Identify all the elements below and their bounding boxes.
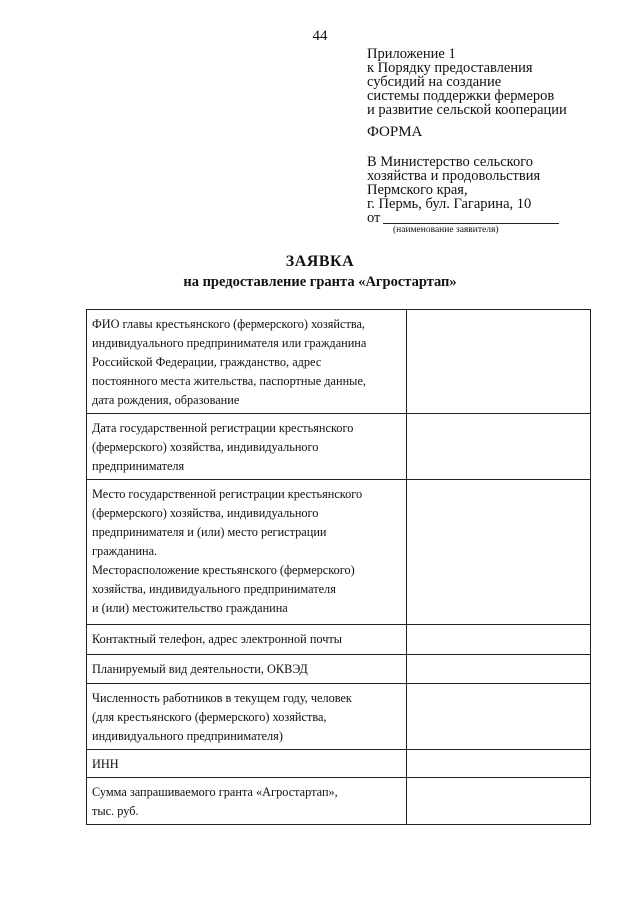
field-value-cell[interactable] (407, 625, 591, 655)
table-row (87, 778, 591, 825)
field-label-line: Сумма запрашиваемого гранта «Агростартап», (92, 785, 338, 799)
field-label-line: Месторасположение крестьянского (фермерского) (92, 563, 355, 577)
field-label-line: Место государственной регистрации крестьянского (92, 487, 363, 501)
field-label-line: Российской Федерации, гражданство, адрес (92, 355, 322, 369)
field-label-line: дата рождения, образование (92, 393, 240, 407)
recipient-line: хозяйства и продовольствия (367, 168, 541, 184)
field-label-line: Численность работников в текущем году, человек (92, 691, 352, 705)
recipient-line: г. Пермь, бул. Гагарина, 10 (367, 196, 532, 212)
table-row (87, 655, 591, 684)
field-label-cell (87, 414, 407, 480)
field-label-cell (87, 778, 407, 825)
application-form-table (86, 309, 591, 825)
table-row (87, 414, 591, 480)
recipient-block (367, 155, 540, 211)
field-label-cell (87, 684, 407, 750)
table-row (87, 310, 591, 414)
field-label-line: (фермерского) хозяйства, индивидуального (92, 440, 319, 454)
field-label-line: Контактный телефон, адрес электронной почты (92, 632, 343, 646)
field-label-cell (87, 480, 407, 625)
appendix-line: системы поддержки фермеров (367, 88, 555, 104)
appendix-block (367, 47, 567, 117)
field-label-line: индивидуального предпринимателя) (92, 729, 283, 743)
appendix-line: субсидий на создание (367, 74, 502, 90)
field-label-line: и (или) местожительство гражданина (92, 601, 288, 615)
recipient-line: Пермского края, (367, 182, 468, 198)
field-value-cell[interactable] (407, 684, 591, 750)
field-value-cell[interactable] (407, 414, 591, 480)
field-label-cell (87, 655, 407, 684)
field-label-line: Планируемый вид деятельности, ОКВЭД (92, 662, 308, 676)
field-value-cell[interactable] (407, 750, 591, 778)
field-label-line: гражданина. (92, 544, 158, 558)
appendix-line: Приложение 1 (367, 46, 456, 62)
field-label-cell (87, 750, 407, 778)
field-label-cell (87, 625, 407, 655)
field-label-line: предпринимателя (92, 459, 185, 473)
field-label-cell (87, 310, 407, 414)
field-label-line: тыс. руб. (92, 804, 139, 818)
applicant-name-field[interactable] (383, 223, 559, 224)
document-title: ЗАЯВКА (285, 253, 355, 270)
appendix-line: и развитие сельской кооперации (367, 102, 567, 118)
field-label-line: индивидуального предпринимателя или гражданина (92, 336, 367, 350)
field-label-line: (фермерского) хозяйства, индивидуального (92, 506, 319, 520)
field-label-line: предпринимателя и (или) место регистрации (92, 525, 327, 539)
document-subtitle: на предоставление гранта «Агростартап» (183, 274, 457, 290)
table-row (87, 625, 591, 655)
field-value-cell[interactable] (407, 310, 591, 414)
field-value-cell[interactable] (407, 778, 591, 825)
table-row (87, 750, 591, 778)
field-label-line: ИНН (92, 757, 119, 771)
form-label: ФОРМА (367, 124, 423, 140)
table-row (87, 480, 591, 625)
applicant-hint: (наименование заявителя) (393, 225, 499, 235)
field-label-line: Дата государственной регистрации крестьянского (92, 421, 354, 435)
field-value-cell[interactable] (407, 480, 591, 625)
table-row (87, 684, 591, 750)
appendix-line: к Порядку предоставления (367, 60, 533, 76)
field-label-line: ФИО главы крестьянского (фермерского) хозяйства, (92, 317, 365, 331)
field-label-line: хозяйства, индивидуального предпринимателя (92, 582, 336, 596)
from-prefix: от (367, 210, 381, 226)
field-value-cell[interactable] (407, 655, 591, 684)
page-number: 44 (312, 28, 328, 44)
field-label-line: постоянного места жительства, паспортные данные, (92, 374, 366, 388)
field-label-line: (для крестьянского (фермерского) хозяйства, (92, 710, 327, 724)
recipient-line: В Министерство сельского (367, 154, 534, 170)
